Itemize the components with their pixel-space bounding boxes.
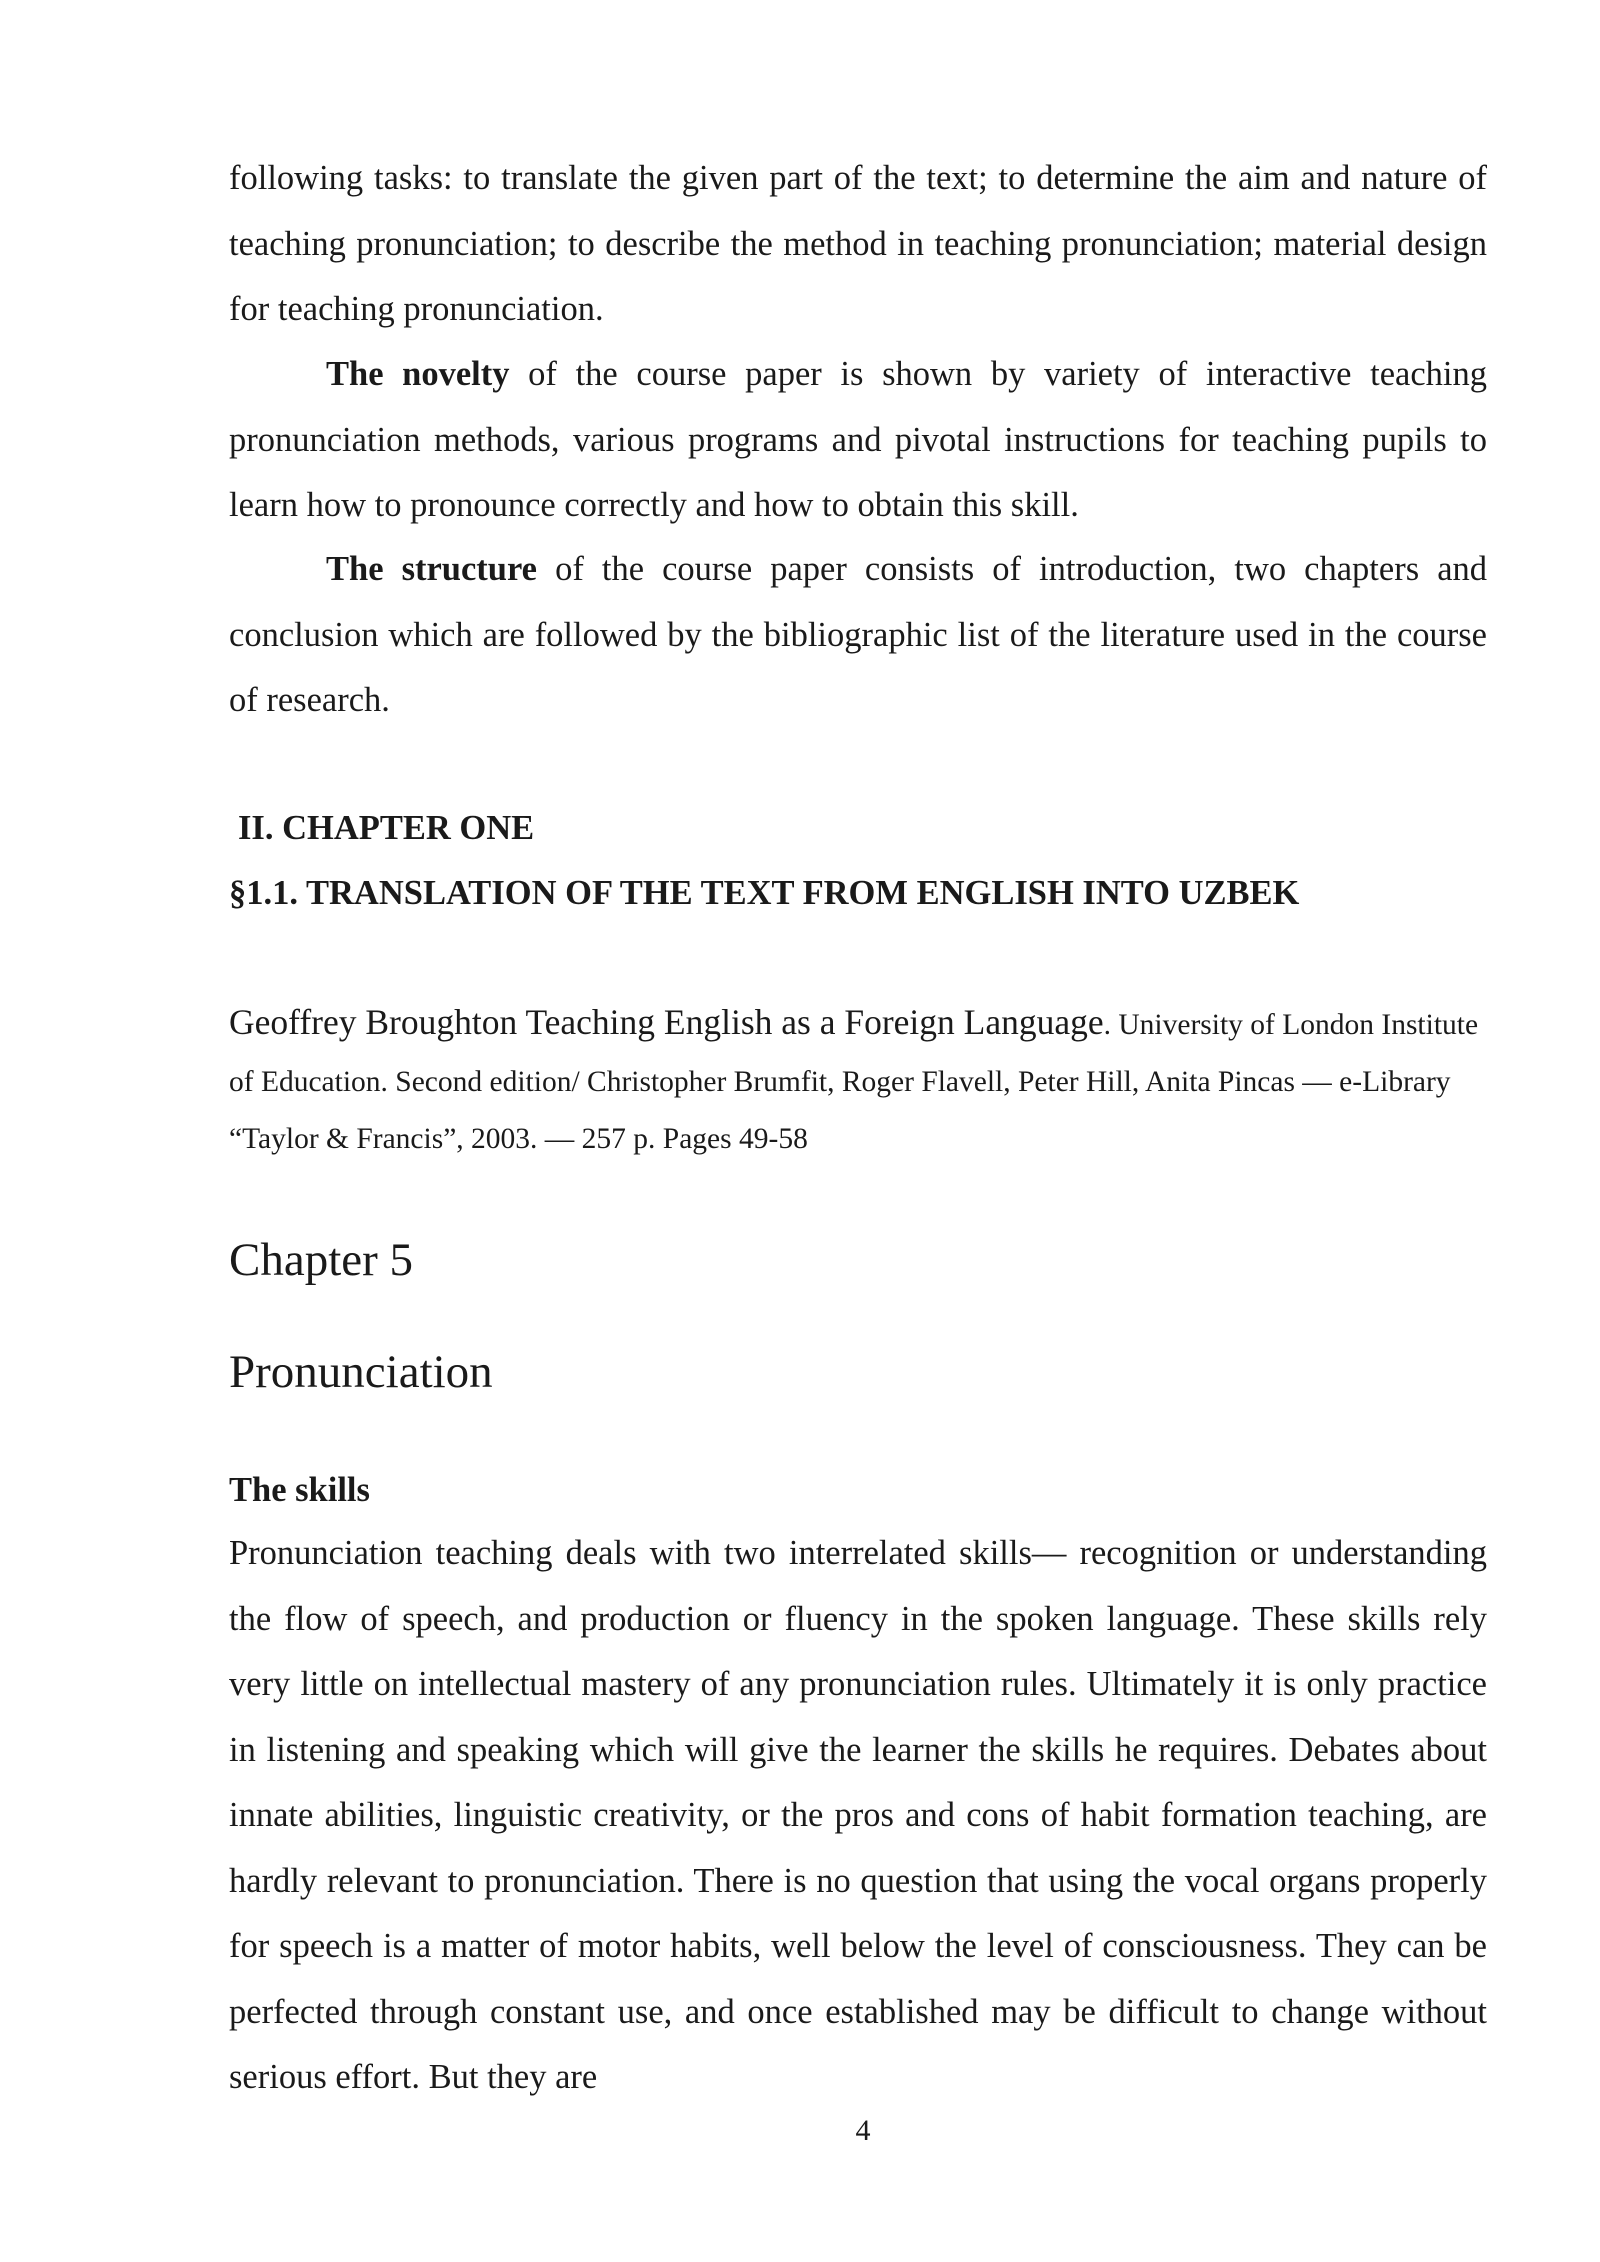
novelty-text: of the course paper is shown by variety of interactive teaching pronunciation methods, various programs and pivotal instructions for teaching pupils to learn how to pronounce correctly and how to obtain this skill. [229, 355, 1487, 524]
skills-paragraph: Pronunciation teaching deals with two interrelated skills— recognition or understanding the flow of speech, and production or fluency in the spoken language. These skills rely very little on intellectual mastery of any pronunciation rules. Ultimately it is only practice in listening and speaking which will give the learner the skills he requires. Debates about innate abilities, linguistic creativity, or the pros and cons of habit formation teaching, are hardly relevant to pronunciation. There is no question that using the vocal organs properly for speech is a matter of motor habits, well below the level of consciousness. They can be perfected through constant use, and once established may be difficult to change without serious effort. But they are [229, 1534, 1487, 2096]
novelty-lead: The novelty [326, 355, 510, 393]
chapter-subtitle: Pronunciation [229, 1346, 493, 1398]
intro-paragraph: following tasks: to translate the given part of the text; to determine the aim and nature of teaching pronunciation; to describe the method in teaching pronunciation; material design for teaching pronunciation. [229, 159, 1487, 328]
structure-paragraph [229, 537, 1487, 734]
page-number: 4 [855, 2114, 871, 2147]
chapter-title: Chapter 5 [229, 1234, 414, 1286]
structure-lead: The structure [326, 550, 537, 588]
section-heading: §1.1. TRANSLATION OF THE TEXT FROM ENGLISH INTO UZBEK [229, 874, 1300, 912]
source-citation [229, 994, 1487, 1168]
skills-heading: The skills [229, 1471, 370, 1509]
novelty-paragraph [229, 342, 1487, 539]
structure-text: of the course paper consists of introduction, two chapters and conclusion which are followed by the bibliographic list of the literature used in the course of research. [229, 550, 1488, 719]
citation-title: Geoffrey Broughton Teaching English as a Foreign Language [229, 1002, 1104, 1042]
citation-details: . University of London Institute of Education. Second edition/ Christopher Brumfit, Roger Flavell, Peter Hill, Anita Pincas — e-Library “Taylor & Francis”, 2003. — 257 p. Pages 49-58 [229, 1009, 1479, 1155]
chapter-heading: II. CHAPTER ONE [238, 809, 535, 847]
